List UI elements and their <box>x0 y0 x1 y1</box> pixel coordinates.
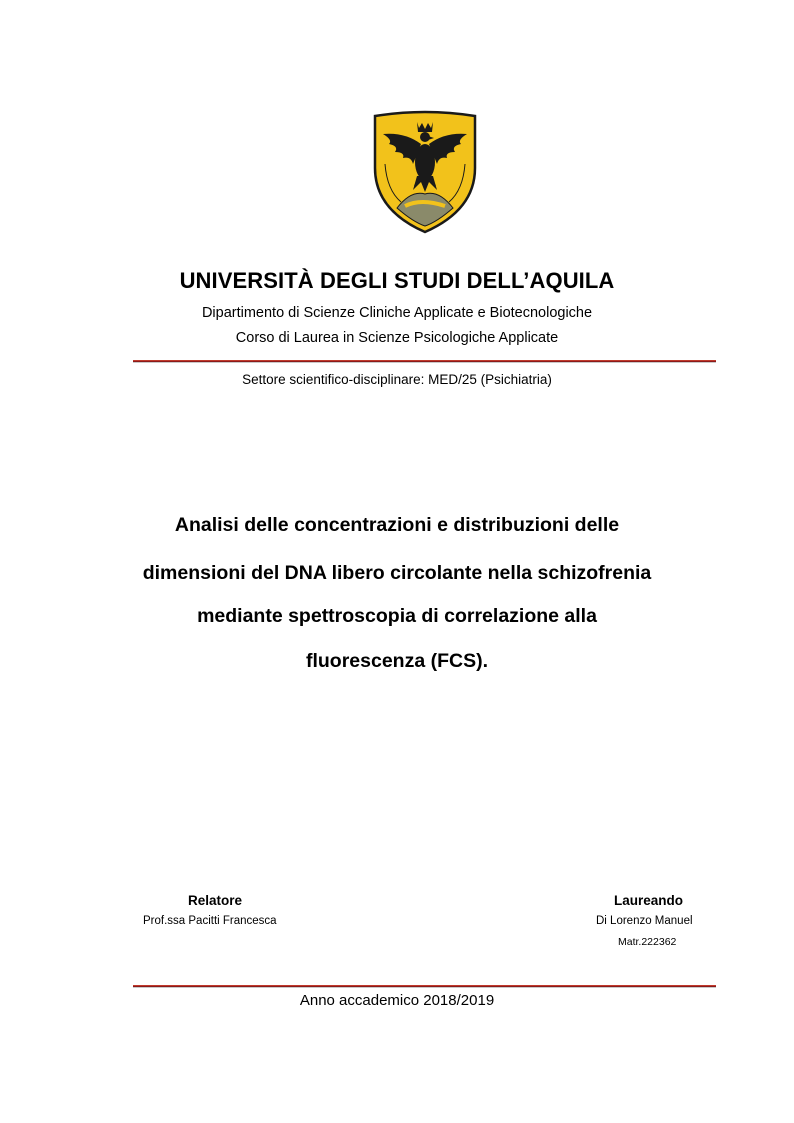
candidate-label: Laureando <box>614 893 684 908</box>
academic-year: Anno accademico 2018/2019 <box>299 992 495 1009</box>
university-name: UNIVERSITÀ DEGLI STUDI DELL’AQUILA <box>179 268 615 293</box>
candidate-matriculation: Matr.222362 <box>618 936 677 948</box>
department-name: Dipartimento di Scienze Cliniche Applicate e Biotecnologiche <box>201 305 593 321</box>
course-name: Corso di Laurea in Scienze Psicologiche Applicate <box>235 330 559 346</box>
supervisor-name: Prof.ssa Pacitti Francesca <box>143 915 277 927</box>
top-divider <box>133 360 716 363</box>
scientific-sector: Settore scientifico-disciplinare: MED/25 (Psichiatria) <box>242 372 552 387</box>
thesis-title-line-2: dimensioni del DNA libero circolante nella schizofrenia <box>142 562 652 584</box>
thesis-title-line-3: mediante spettroscopia di correlazione alla <box>197 605 597 627</box>
bottom-divider <box>133 985 716 988</box>
candidate-name: Di Lorenzo Manuel <box>596 915 693 927</box>
thesis-title-line-4: fluorescenza (FCS). <box>305 650 489 672</box>
supervisor-label: Relatore <box>188 893 243 908</box>
university-crest-icon <box>371 110 479 234</box>
thesis-title-line-1: Analisi delle concentrazioni e distribuzioni delle <box>174 514 620 536</box>
